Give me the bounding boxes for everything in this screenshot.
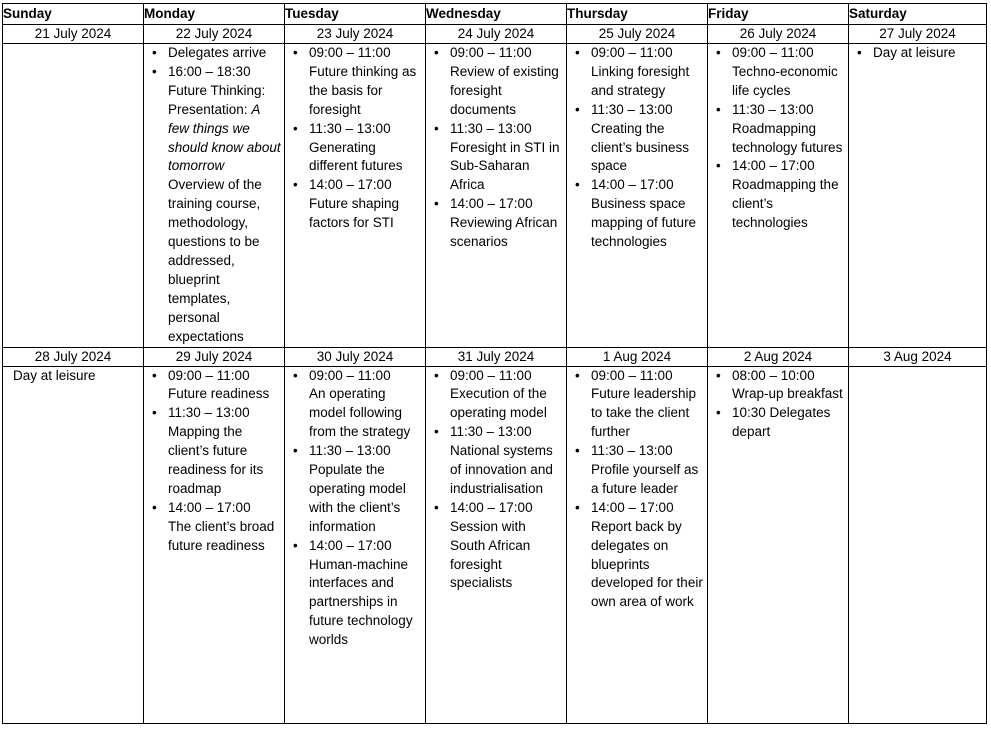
day-header-monday: Monday — [144, 4, 285, 25]
week2-date-row — [3, 347, 987, 366]
list-item: • 08:00 – 10:00 Wrap-up breakfast — [708, 367, 848, 405]
day-header-sunday: Sunday — [3, 4, 144, 25]
date-cell: 1 Aug 2024 — [567, 347, 708, 366]
program-cell-friday-week1 — [708, 44, 849, 348]
list-item: • 14:00 – 17:00 Session with South African foresight specialists — [426, 499, 566, 594]
date-cell: 29 July 2024 — [144, 347, 285, 366]
week1-program-row — [3, 44, 987, 348]
date-cell: 3 Aug 2024 — [849, 347, 987, 366]
list-item: • 16:00 – 18:30 Future Thinking: Presentation: A few things we should know about tomorrow Overview of the training course, methodology, questions to be addressed, blueprint templates, personal expectations — [144, 63, 284, 347]
program-cell-saturday-week1 — [849, 44, 987, 348]
date-cell: 23 July 2024 — [285, 25, 426, 44]
list-item: • 14:00 – 17:00 Reviewing African scenarios — [426, 195, 566, 252]
day-header-tuesday: Tuesday — [285, 4, 426, 25]
day-header-saturday: Saturday — [849, 4, 987, 25]
list-item: • 09:00 – 11:00 Linking foresight and strategy — [567, 44, 707, 101]
list-item: • 11:30 – 13:00 National systems of innovation and industrialisation — [426, 423, 566, 499]
list-item: • 09:00 – 11:00 Future readiness — [144, 367, 284, 405]
list-item: • 14:00 – 17:00 Roadmapping the client’s technologies — [708, 157, 848, 233]
list-item: • 14:00 – 17:00 Report back by delegates on blueprints developed for their own area of work — [567, 499, 707, 612]
list-item: • 11:30 – 13:00 Mapping the client’s future readiness for its roadmap — [144, 404, 284, 499]
program-cell-tuesday-week1 — [285, 44, 426, 348]
list-item: • Day at leisure — [849, 44, 986, 63]
schedule-table — [2, 3, 987, 724]
program-cell-sunday-week1 — [3, 44, 144, 348]
program-cell-monday-week1 — [144, 44, 285, 348]
list-item: • 10:30 Delegates depart — [708, 404, 848, 442]
program-cell-friday-week2 — [708, 366, 849, 723]
list-item: • 14:00 – 17:00 Future shaping factors for STI — [285, 176, 425, 233]
date-cell: 24 July 2024 — [426, 25, 567, 44]
program-cell-tuesday-week2 — [285, 366, 426, 723]
date-cell: 28 July 2024 — [3, 347, 144, 366]
week2-program-row — [3, 366, 987, 723]
list-item: • 09:00 – 11:00 Future leadership to take the client further — [567, 367, 707, 443]
list-item: • Delegates arrive — [144, 44, 284, 63]
date-cell: 27 July 2024 — [849, 25, 987, 44]
program-cell-thursday-week1 — [567, 44, 708, 348]
date-cell: 22 July 2024 — [144, 25, 285, 44]
program-cell-thursday-week2 — [567, 366, 708, 723]
leisure-text: Day at leisure — [13, 367, 96, 383]
list-item: • 14:00 – 17:00 Human-machine interfaces and partnerships in future technology worlds — [285, 537, 425, 650]
program-cell-wednesday-week2 — [426, 366, 567, 723]
date-cell: 21 July 2024 — [3, 25, 144, 44]
program-cell-saturday-week2 — [849, 366, 987, 723]
program-cell-sunday-week2 — [3, 366, 144, 723]
list-item: • 09:00 – 11:00 An operating model following from the strategy — [285, 367, 425, 443]
program-cell-monday-week2 — [144, 366, 285, 723]
list-item: • 11:30 – 13:00 Roadmapping technology futures — [708, 101, 848, 158]
list-item: • 09:00 – 11:00 Techno-economic life cycles — [708, 44, 848, 101]
list-item: • 11:30 – 13:00 Generating different futures — [285, 120, 425, 177]
date-cell: 2 Aug 2024 — [708, 347, 849, 366]
list-item: • 11:30 – 13:00 Profile yourself as a future leader — [567, 442, 707, 499]
list-item: • 09:00 – 11:00 Future thinking as the basis for foresight — [285, 44, 425, 120]
list-item: • 09:00 – 11:00 Execution of the operating model — [426, 367, 566, 424]
date-cell: 26 July 2024 — [708, 25, 849, 44]
list-item: • 09:00 – 11:00 Review of existing foresight documents — [426, 44, 566, 120]
week1-date-row — [3, 25, 987, 44]
day-header-friday: Friday — [708, 4, 849, 25]
list-item: • 14:00 – 17:00 The client’s broad future readiness — [144, 499, 284, 556]
date-cell: 30 July 2024 — [285, 347, 426, 366]
day-header-row — [3, 4, 987, 25]
list-item: • 11:30 – 13:00 Populate the operating model with the client’s information — [285, 442, 425, 537]
date-cell: 25 July 2024 — [567, 25, 708, 44]
day-header-thursday: Thursday — [567, 4, 708, 25]
list-item: • 11:30 – 13:00 Foresight in STI in Sub-Saharan Africa — [426, 120, 566, 196]
program-cell-wednesday-week1 — [426, 44, 567, 348]
list-item: • 14:00 – 17:00 Business space mapping of future technologies — [567, 176, 707, 252]
day-header-wednesday: Wednesday — [426, 4, 567, 25]
list-item: • 11:30 – 13:00 Creating the client’s business space — [567, 101, 707, 177]
date-cell: 31 July 2024 — [426, 347, 567, 366]
